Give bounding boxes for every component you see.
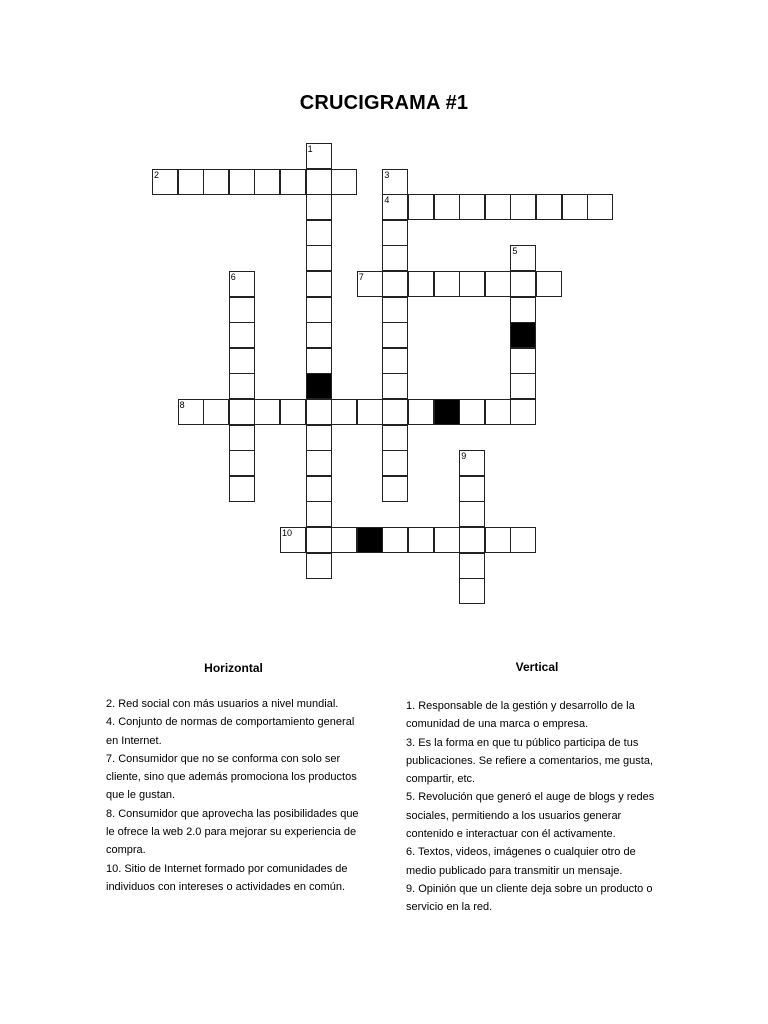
crossword-cell[interactable] bbox=[434, 194, 460, 220]
crossword-cell[interactable] bbox=[459, 476, 485, 502]
horizontal-clue-2: 2. Red social con más usuarios a nivel mundial. bbox=[106, 698, 339, 710]
crossword-cell[interactable] bbox=[459, 194, 485, 220]
black-cell bbox=[306, 373, 332, 399]
crossword-cell[interactable] bbox=[459, 578, 485, 604]
crossword-cell[interactable] bbox=[510, 373, 536, 399]
horizontal-clue-7: 7. Consumidor que no se conforma con solo ser cliente, sino que además promociona los productos que le gustan. bbox=[106, 752, 357, 802]
crossword-cell[interactable] bbox=[203, 399, 229, 425]
crossword-cell[interactable] bbox=[280, 399, 306, 425]
crossword-cell[interactable] bbox=[306, 476, 332, 502]
crossword-cell[interactable] bbox=[408, 527, 434, 553]
crossword-cell[interactable] bbox=[306, 425, 332, 451]
horizontal-clues bbox=[106, 661, 361, 896]
crossword-cell[interactable] bbox=[331, 399, 357, 425]
crossword-cell[interactable] bbox=[459, 553, 485, 579]
crossword-cell[interactable] bbox=[229, 271, 255, 297]
crossword-cell[interactable] bbox=[510, 245, 536, 271]
crossword-cell[interactable] bbox=[459, 527, 485, 553]
crossword-cell[interactable] bbox=[459, 450, 485, 476]
crossword-cell[interactable] bbox=[382, 169, 408, 195]
crossword-cell[interactable] bbox=[178, 169, 204, 195]
crossword-cell[interactable] bbox=[357, 271, 383, 297]
crossword-cell[interactable] bbox=[382, 348, 408, 374]
crossword-cell[interactable] bbox=[408, 271, 434, 297]
horizontal-clue-8: 8. Consumidor que aprovecha las posibilidades que le ofrece la web 2.0 para mejorar su experiencia de compra. bbox=[106, 807, 359, 857]
clue-number: 10 bbox=[282, 528, 293, 538]
crossword-cell[interactable] bbox=[459, 501, 485, 527]
crossword-cell[interactable] bbox=[306, 348, 332, 374]
crossword-cell[interactable] bbox=[178, 399, 204, 425]
crossword-cell[interactable] bbox=[382, 220, 408, 246]
crossword-cell[interactable] bbox=[306, 194, 332, 220]
crossword-cell[interactable] bbox=[331, 527, 357, 553]
crossword-cell[interactable] bbox=[485, 399, 511, 425]
crossword-cell[interactable] bbox=[459, 271, 485, 297]
clue-number: 8 bbox=[179, 400, 185, 410]
crossword-cell[interactable] bbox=[510, 271, 536, 297]
crossword-cell[interactable] bbox=[306, 143, 332, 169]
crossword-cell[interactable] bbox=[331, 169, 357, 195]
black-cell bbox=[357, 527, 383, 553]
crossword-cell[interactable] bbox=[229, 450, 255, 476]
crossword-cell[interactable] bbox=[306, 169, 332, 195]
black-cell bbox=[510, 322, 536, 348]
crossword-cell[interactable] bbox=[382, 271, 408, 297]
crossword-cell[interactable] bbox=[434, 271, 460, 297]
black-cell bbox=[434, 399, 460, 425]
crossword-cell[interactable] bbox=[306, 322, 332, 348]
crossword-cell[interactable] bbox=[382, 373, 408, 399]
crossword-cell[interactable] bbox=[510, 297, 536, 323]
crossword-cell[interactable] bbox=[306, 450, 332, 476]
crossword-cell[interactable] bbox=[485, 271, 511, 297]
vertical-clue-5: 5. Revolución que generó el auge de blogs y redes sociales, permitiendo a los usuarios generar contenido e interactuar con él activamente. bbox=[406, 791, 655, 841]
vertical-heading: Vertical bbox=[515, 660, 559, 674]
crossword-cell[interactable] bbox=[357, 399, 383, 425]
crossword-cell[interactable] bbox=[229, 425, 255, 451]
crossword-cell[interactable] bbox=[382, 297, 408, 323]
crossword-cell[interactable] bbox=[306, 220, 332, 246]
crossword-cell[interactable] bbox=[229, 169, 255, 195]
horizontal-clue-4: 4. Conjunto de normas de comportamiento general en Internet. bbox=[106, 716, 355, 747]
crossword-cell[interactable] bbox=[280, 527, 306, 553]
clue-number: 6 bbox=[230, 272, 236, 282]
vertical-clue-1: 1. Responsable de la gestión y desarrollo de la comunidad de una marca o empresa. bbox=[406, 700, 635, 731]
crossword-cell[interactable] bbox=[459, 399, 485, 425]
crossword-cell[interactable] bbox=[382, 476, 408, 502]
crossword-cell[interactable] bbox=[306, 527, 332, 553]
crossword-cell[interactable] bbox=[229, 297, 255, 323]
crossword-cell[interactable] bbox=[510, 527, 536, 553]
clue-number: 9 bbox=[461, 451, 467, 462]
crossword-cell[interactable] bbox=[510, 194, 536, 220]
crossword-cell[interactable] bbox=[434, 527, 460, 553]
crossword-cell[interactable] bbox=[382, 425, 408, 451]
crossword-cell[interactable] bbox=[536, 271, 562, 297]
crossword-cell[interactable] bbox=[229, 322, 255, 348]
crossword-cell[interactable] bbox=[485, 527, 511, 553]
crossword-cell[interactable] bbox=[382, 322, 408, 348]
crossword-cell[interactable] bbox=[536, 194, 562, 220]
crossword-cell[interactable] bbox=[229, 399, 255, 425]
clue-number: 1 bbox=[307, 144, 313, 154]
crossword-cell[interactable] bbox=[229, 476, 255, 502]
horizontal-heading: Horizontal bbox=[204, 661, 263, 675]
crossword-cell[interactable] bbox=[408, 399, 434, 425]
crossword-cell[interactable] bbox=[382, 527, 408, 553]
vertical-clue-9: 9. Opinión que un cliente deja sobre un producto o servicio en la red. bbox=[406, 882, 653, 914]
page-title: CRUCIGRAMA #1 bbox=[299, 92, 469, 114]
horizontal-clue-10: 10. Sitio de Internet formado por comunidades de individuos con intereses o actividades en común. bbox=[106, 862, 348, 893]
crossword-cell[interactable] bbox=[306, 297, 332, 323]
crossword-cell[interactable] bbox=[587, 194, 613, 220]
crossword-cell[interactable] bbox=[254, 169, 280, 195]
vertical-clues bbox=[406, 660, 668, 917]
crossword-cell[interactable] bbox=[382, 194, 408, 220]
crossword-cell[interactable] bbox=[306, 553, 332, 579]
vertical-clue-6: 6. Textos, videos, imágenes o cualquier otro de medio publicado para transmitir un mensaje. bbox=[406, 846, 636, 877]
clue-number: 5 bbox=[512, 246, 518, 257]
clue-number: 4 bbox=[384, 195, 390, 206]
crossword-cell[interactable] bbox=[229, 373, 255, 399]
clue-number: 7 bbox=[358, 272, 364, 282]
crossword-cell[interactable] bbox=[562, 194, 588, 220]
crossword-cell[interactable] bbox=[382, 245, 408, 271]
clue-number: 2 bbox=[154, 169, 160, 180]
crossword-cell[interactable] bbox=[485, 194, 511, 220]
crossword-cell[interactable] bbox=[254, 399, 280, 425]
crossword-cell[interactable] bbox=[306, 399, 332, 425]
vertical-clue-3: 3. Es la forma en que tu público participa de tus publicaciones. Se refiere a comentarios, me gusta, compartir, etc. bbox=[406, 736, 654, 786]
crossword-cell[interactable] bbox=[306, 271, 332, 297]
crossword-cell[interactable] bbox=[306, 501, 332, 527]
crossword-cell[interactable] bbox=[152, 169, 178, 195]
crossword-cell[interactable] bbox=[382, 399, 408, 425]
crossword-cell[interactable] bbox=[280, 169, 306, 195]
crossword-cell[interactable] bbox=[382, 450, 408, 476]
crossword-cell[interactable] bbox=[510, 399, 536, 425]
crossword-cell[interactable] bbox=[229, 348, 255, 374]
crossword-cell[interactable] bbox=[306, 245, 332, 271]
crossword-cell[interactable] bbox=[408, 194, 434, 220]
clue-number: 3 bbox=[384, 169, 390, 180]
crossword-cell[interactable] bbox=[510, 348, 536, 374]
crossword-cell[interactable] bbox=[203, 169, 229, 195]
